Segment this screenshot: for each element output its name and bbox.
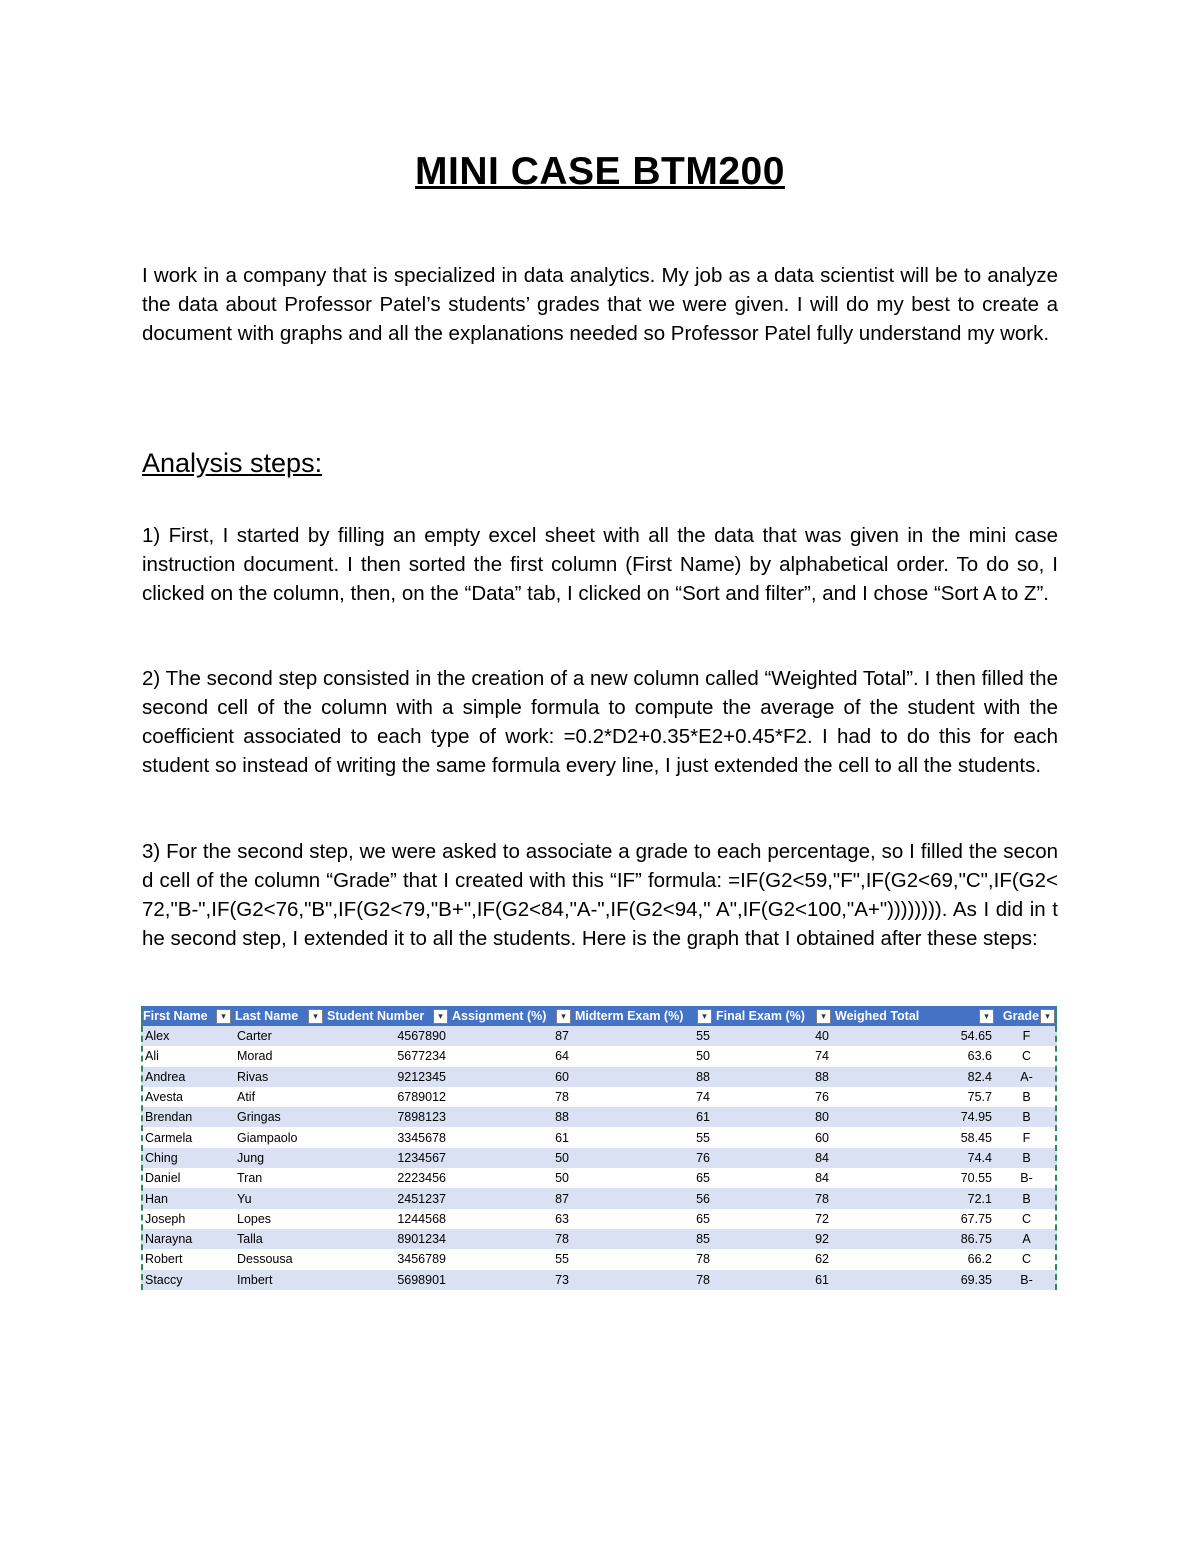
step-2-paragraph: 2) The second step consisted in the creation of a new column called “Weighted Total”. I then filled the second cell of the column with a simple formula to compute the average of the student with the coefficient associated to each type of work: =0.2*D2+0.35*E2+0.45*F2. I had to do this for each student so instead of writing the same formula every line, I just extended the cell to all the students. bbox=[142, 667, 1058, 777]
step-3-paragraph: 3) For the second step, we were asked to associate a grade to each percentage, so I filled the second cell of the column “Grade” that I created with this “IF” formula: =IF(G2<59,"F",IF(G2<69,"C",IF(G2<72,"B-",IF(G2<76,"B",IF(G2<79,"B+",IF(G2<84,"A-",IF(G2<94," A",IF(G2<100,"A+")))))))). As I did in the second step, I extended it to all the students. Here is the graph that I obtained after these steps: bbox=[142, 840, 1058, 950]
table-cell[interactable]: 8901234 bbox=[325, 1229, 450, 1249]
column-header bbox=[325, 1006, 450, 1026]
column-header-label: Student Number bbox=[327, 1009, 425, 1023]
table-cell[interactable]: F bbox=[996, 1026, 1057, 1046]
table-cell[interactable]: 61 bbox=[714, 1270, 833, 1290]
table-cell[interactable]: B- bbox=[996, 1270, 1057, 1290]
table-cell[interactable]: 65 bbox=[573, 1168, 714, 1188]
table-cell[interactable]: 87 bbox=[450, 1026, 573, 1046]
table-cell[interactable]: 63 bbox=[450, 1209, 573, 1229]
filter-dropdown-icon[interactable]: ▾ bbox=[697, 1009, 712, 1024]
table-row bbox=[141, 1046, 1057, 1066]
table-cell[interactable]: 74 bbox=[573, 1087, 714, 1107]
table-cell[interactable]: Carter bbox=[233, 1026, 325, 1046]
page-title: MINI CASE BTM200 bbox=[415, 150, 785, 193]
table-cell[interactable]: A- bbox=[996, 1067, 1057, 1087]
filter-dropdown-icon[interactable]: ▾ bbox=[979, 1009, 994, 1024]
table-cell[interactable]: Gringas bbox=[233, 1107, 325, 1127]
table-cell[interactable]: 50 bbox=[450, 1148, 573, 1168]
filter-dropdown-icon[interactable]: ▾ bbox=[433, 1009, 448, 1024]
table-cell[interactable]: 60 bbox=[450, 1067, 573, 1087]
table-cell[interactable]: 88 bbox=[450, 1107, 573, 1127]
table-cell[interactable]: 84 bbox=[714, 1168, 833, 1188]
table-cell[interactable]: Lopes bbox=[233, 1209, 325, 1229]
table-cell[interactable]: 40 bbox=[714, 1026, 833, 1046]
table-row bbox=[141, 1270, 1057, 1290]
table-cell[interactable]: B- bbox=[996, 1168, 1057, 1188]
table-cell[interactable]: Han bbox=[141, 1188, 233, 1208]
table-cell[interactable]: 75.7 bbox=[833, 1087, 996, 1107]
column-header-label: Grade bbox=[1002, 1009, 1039, 1023]
table-row bbox=[141, 1026, 1057, 1046]
table-cell[interactable]: Atif bbox=[233, 1087, 325, 1107]
table-cell[interactable]: C bbox=[996, 1249, 1057, 1269]
column-header bbox=[233, 1006, 325, 1026]
table-cell[interactable]: Jung bbox=[233, 1148, 325, 1168]
table-cell[interactable]: 78 bbox=[450, 1087, 573, 1107]
table-cell[interactable]: 61 bbox=[573, 1107, 714, 1127]
table-cell[interactable]: Robert bbox=[141, 1249, 233, 1269]
table-cell[interactable]: A bbox=[996, 1229, 1057, 1249]
table-cell[interactable]: B bbox=[996, 1107, 1057, 1127]
table-row bbox=[141, 1188, 1057, 1208]
table-cell[interactable]: Daniel bbox=[141, 1168, 233, 1188]
table-cell[interactable]: 88 bbox=[714, 1067, 833, 1087]
table-cell[interactable]: Tran bbox=[233, 1168, 325, 1188]
table-cell[interactable]: 55 bbox=[573, 1127, 714, 1147]
table-cell[interactable]: 62 bbox=[714, 1249, 833, 1269]
table-row bbox=[141, 1209, 1057, 1229]
table-cell[interactable]: 3345678 bbox=[325, 1127, 450, 1147]
column-header bbox=[450, 1006, 573, 1026]
table-cell[interactable]: 2223456 bbox=[325, 1168, 450, 1188]
table-cell[interactable]: 73 bbox=[450, 1270, 573, 1290]
table-cell[interactable]: 9212345 bbox=[325, 1067, 450, 1087]
column-header-label: Assignment (%) bbox=[452, 1009, 547, 1023]
table-cell[interactable]: 78 bbox=[573, 1270, 714, 1290]
table-cell[interactable]: Imbert bbox=[233, 1270, 325, 1290]
table-cell[interactable]: 4567890 bbox=[325, 1026, 450, 1046]
table-cell[interactable]: 80 bbox=[714, 1107, 833, 1127]
table-cell[interactable]: 54.65 bbox=[833, 1026, 996, 1046]
table-cell[interactable]: B bbox=[996, 1087, 1057, 1107]
table-cell[interactable]: 2451237 bbox=[325, 1188, 450, 1208]
table-cell[interactable]: 78 bbox=[450, 1229, 573, 1249]
table-cell[interactable]: 84 bbox=[714, 1148, 833, 1168]
table-cell[interactable]: Carmela bbox=[141, 1127, 233, 1147]
column-header-label: Last Name bbox=[235, 1009, 299, 1023]
table-header-row bbox=[141, 1006, 1057, 1026]
step-1-paragraph: 1) First, I started by filling an empty excel sheet with all the data that was given in the mini case instruction document. I then sorted the first column (First Name) by alphabetical order. To do so, I clicked on the column, then, on the “Data” tab, I clicked on “Sort and filter”, and I chose “Sort A to Z”. bbox=[142, 524, 1058, 605]
table-cell[interactable]: 63.6 bbox=[833, 1046, 996, 1066]
table-cell[interactable]: 66.2 bbox=[833, 1249, 996, 1269]
table-cell[interactable]: 82.4 bbox=[833, 1067, 996, 1087]
table-cell[interactable]: 55 bbox=[573, 1026, 714, 1046]
table-cell[interactable]: 5698901 bbox=[325, 1270, 450, 1290]
filter-dropdown-icon[interactable]: ▾ bbox=[216, 1009, 231, 1024]
table-body bbox=[141, 1026, 1057, 1290]
column-header-label: Final Exam (%) bbox=[716, 1009, 805, 1023]
table-row bbox=[141, 1249, 1057, 1269]
table-row bbox=[141, 1107, 1057, 1127]
table-cell[interactable]: 50 bbox=[450, 1168, 573, 1188]
table-cell[interactable]: Andrea bbox=[141, 1067, 233, 1087]
table-cell[interactable]: Narayna bbox=[141, 1229, 233, 1249]
table-cell[interactable]: Talla bbox=[233, 1229, 325, 1249]
column-header bbox=[141, 1006, 233, 1026]
table-cell[interactable]: 92 bbox=[714, 1229, 833, 1249]
table-cell[interactable]: 58.45 bbox=[833, 1127, 996, 1147]
table-cell[interactable]: 64 bbox=[450, 1046, 573, 1066]
table-cell[interactable]: Yu bbox=[233, 1188, 325, 1208]
column-header bbox=[996, 1006, 1057, 1026]
table-cell[interactable]: Morad bbox=[233, 1046, 325, 1066]
table-cell[interactable]: 3456789 bbox=[325, 1249, 450, 1269]
table-cell[interactable]: Ching bbox=[141, 1148, 233, 1168]
table-cell[interactable]: 65 bbox=[573, 1209, 714, 1229]
column-header bbox=[833, 1006, 996, 1026]
table-row bbox=[141, 1067, 1057, 1087]
table-cell[interactable]: Rivas bbox=[233, 1067, 325, 1087]
table-cell[interactable]: 70.55 bbox=[833, 1168, 996, 1188]
table-cell[interactable]: Brendan bbox=[141, 1107, 233, 1127]
table-cell[interactable]: 72.1 bbox=[833, 1188, 996, 1208]
table-row bbox=[141, 1148, 1057, 1168]
table-cell[interactable]: 55 bbox=[450, 1249, 573, 1269]
table-cell[interactable]: F bbox=[996, 1127, 1057, 1147]
table-cell[interactable]: 60 bbox=[714, 1127, 833, 1147]
table-cell[interactable]: 69.35 bbox=[833, 1270, 996, 1290]
table-cell[interactable]: 74 bbox=[714, 1046, 833, 1066]
table-cell[interactable]: 1244568 bbox=[325, 1209, 450, 1229]
filter-dropdown-icon[interactable]: ▾ bbox=[308, 1009, 323, 1024]
table-cell[interactable]: 78 bbox=[714, 1188, 833, 1208]
table-cell[interactable]: Ali bbox=[141, 1046, 233, 1066]
table-cell[interactable]: 74.95 bbox=[833, 1107, 996, 1127]
column-header bbox=[573, 1006, 714, 1026]
column-header-label: First Name bbox=[143, 1009, 208, 1023]
table-cell[interactable]: Giampaolo bbox=[233, 1127, 325, 1147]
table-cell[interactable]: 72 bbox=[714, 1209, 833, 1229]
table-cell[interactable]: Staccy bbox=[141, 1270, 233, 1290]
column-header bbox=[714, 1006, 833, 1026]
table-cell[interactable]: 85 bbox=[573, 1229, 714, 1249]
table-row bbox=[141, 1087, 1057, 1107]
table-cell[interactable]: C bbox=[996, 1046, 1057, 1066]
table-cell[interactable]: 76 bbox=[573, 1148, 714, 1168]
column-header-label: Midterm Exam (%) bbox=[575, 1009, 684, 1023]
table-cell[interactable]: 78 bbox=[573, 1249, 714, 1269]
table-cell[interactable]: C bbox=[996, 1209, 1057, 1229]
section-heading: Analysis steps: bbox=[142, 448, 323, 478]
table-cell[interactable]: 86.75 bbox=[833, 1229, 996, 1249]
filter-dropdown-icon[interactable]: ▾ bbox=[816, 1009, 831, 1024]
table-cell[interactable]: Joseph bbox=[141, 1209, 233, 1229]
table-cell[interactable]: 50 bbox=[573, 1046, 714, 1066]
filter-dropdown-icon[interactable]: ▾ bbox=[556, 1009, 571, 1024]
table-cell[interactable]: Dessousa bbox=[233, 1249, 325, 1269]
column-header-label: Weighed Total bbox=[835, 1009, 920, 1023]
table-cell[interactable]: 67.75 bbox=[833, 1209, 996, 1229]
table-cell[interactable]: 56 bbox=[573, 1188, 714, 1208]
filter-dropdown-icon[interactable]: ▾ bbox=[1040, 1009, 1055, 1024]
table-cell[interactable]: 61 bbox=[450, 1127, 573, 1147]
table-cell[interactable]: B bbox=[996, 1148, 1057, 1168]
table-cell[interactable]: 74.4 bbox=[833, 1148, 996, 1168]
table-row bbox=[141, 1127, 1057, 1147]
table-cell[interactable]: 87 bbox=[450, 1188, 573, 1208]
grades-table bbox=[141, 1006, 1057, 1290]
intro-paragraph: I work in a company that is specialized in data analytics. My job as a data scientist will be to analyze the data about Professor Patel’s students’ grades that we were given. I will do my best to create a document with graphs and all the explanations needed so Professor Patel fully understand my work. bbox=[142, 264, 1058, 345]
table-cell[interactable]: 88 bbox=[573, 1067, 714, 1087]
table-cell[interactable]: Alex bbox=[141, 1026, 233, 1046]
table-row bbox=[141, 1168, 1057, 1188]
table-cell[interactable]: Avesta bbox=[141, 1087, 233, 1107]
table-cell[interactable]: 6789012 bbox=[325, 1087, 450, 1107]
table-row bbox=[141, 1229, 1057, 1249]
table-cell[interactable]: 7898123 bbox=[325, 1107, 450, 1127]
table-cell[interactable]: 1234567 bbox=[325, 1148, 450, 1168]
table-cell[interactable]: 5677234 bbox=[325, 1046, 450, 1066]
table-cell[interactable]: B bbox=[996, 1188, 1057, 1208]
table-cell[interactable]: 76 bbox=[714, 1087, 833, 1107]
